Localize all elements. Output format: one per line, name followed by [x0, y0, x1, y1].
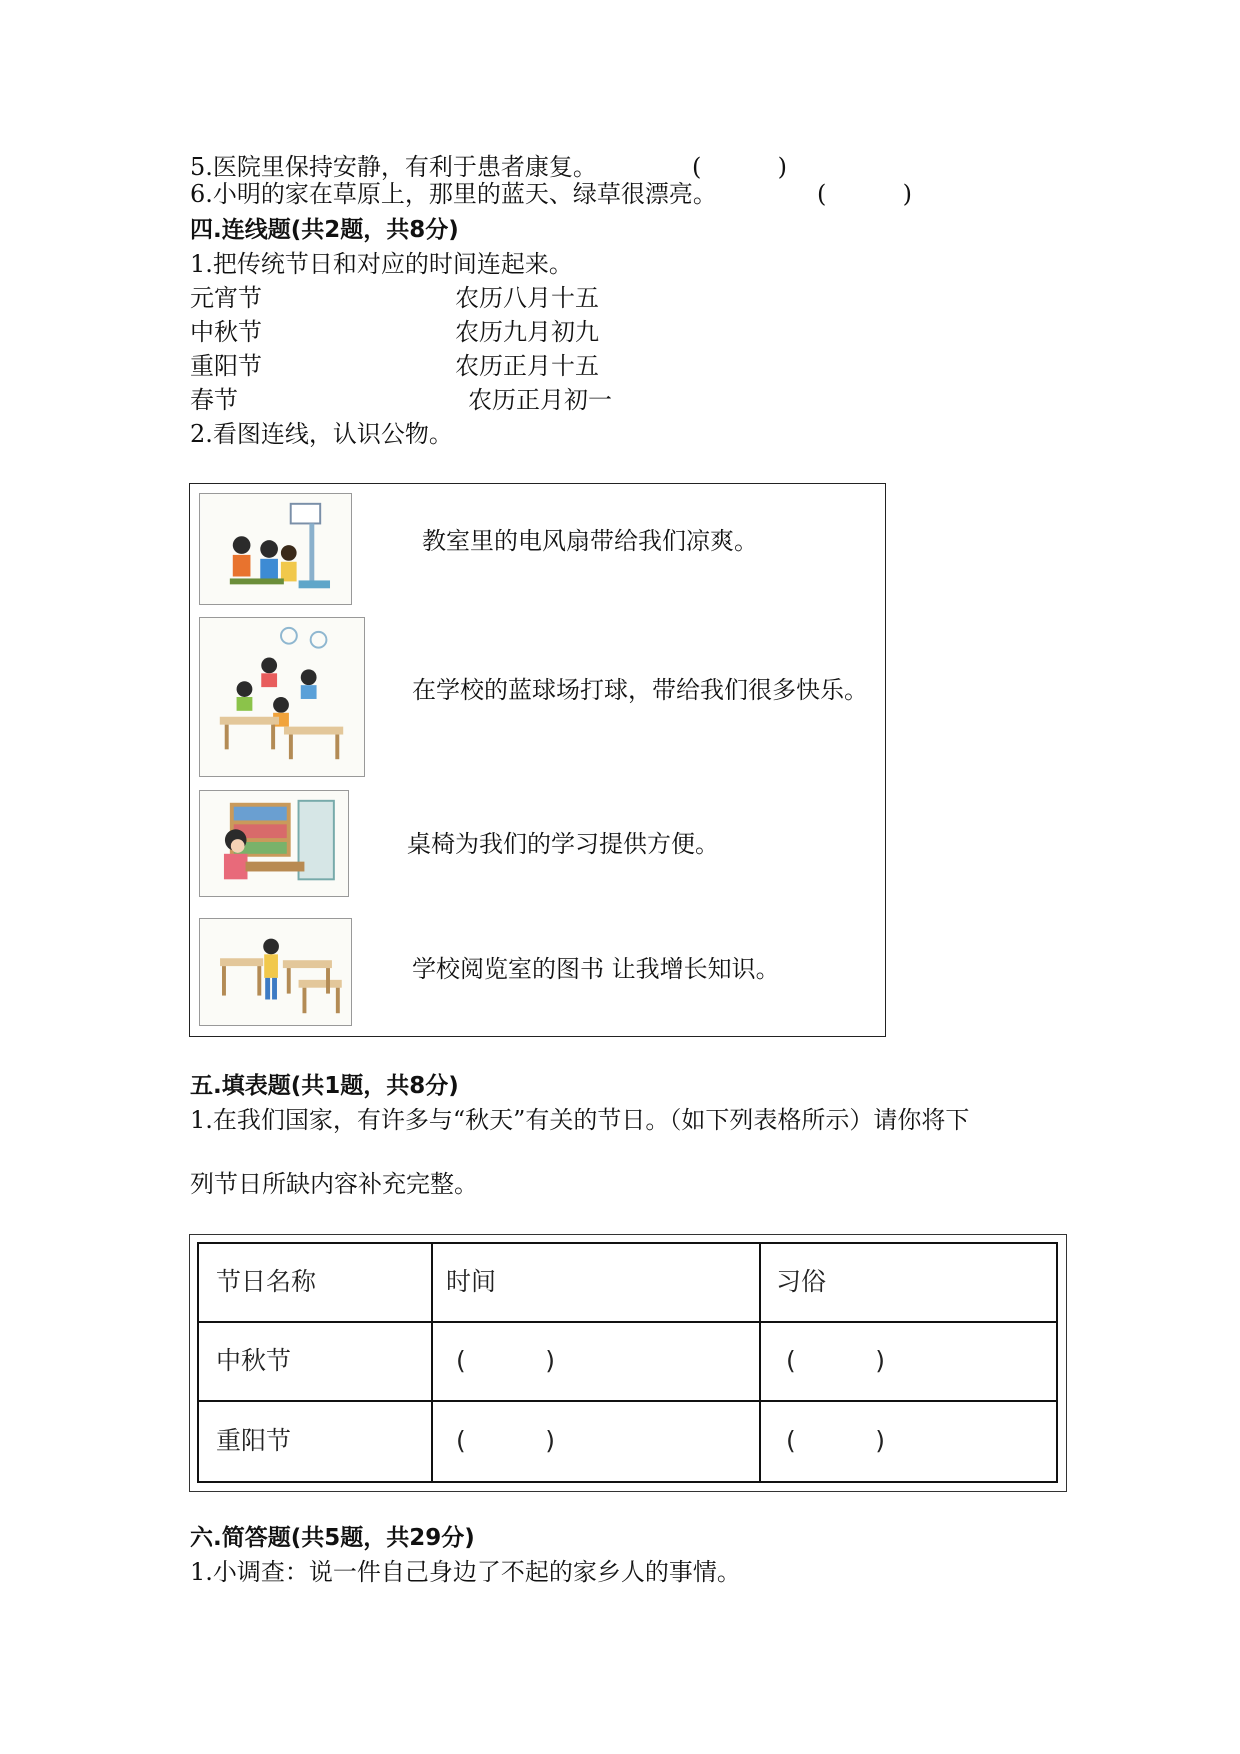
- section-5-question-1-line-2: 列节日所缺内容补充完整。: [190, 1170, 478, 1198]
- match-left-item[interactable]: 春节: [190, 386, 238, 414]
- match-left-item[interactable]: 重阳节: [190, 352, 262, 380]
- table-cell-blank[interactable]: ( ): [456, 1426, 555, 1455]
- answer-blank-6[interactable]: ( ): [817, 180, 913, 208]
- table-divider: [759, 1244, 761, 1481]
- section-4-heading: 四.连线题(共2题，共8分): [190, 217, 459, 243]
- table-header: 节日名称: [216, 1267, 317, 1296]
- match-left-item[interactable]: 中秋节: [190, 318, 262, 346]
- table-cell-blank[interactable]: ( ): [456, 1346, 555, 1375]
- match-right-item[interactable]: 农历九月初九: [455, 318, 599, 346]
- section-6-heading: 六.简答题(共5题，共29分): [190, 1525, 475, 1551]
- basketball-court-image[interactable]: [199, 493, 352, 605]
- picture-caption[interactable]: 在学校的蓝球场打球，带给我们很多快乐。: [412, 676, 868, 704]
- desks-chairs-image[interactable]: [199, 918, 352, 1026]
- table-divider: [199, 1400, 1056, 1402]
- section-4-question-2: 2.看图连线，认识公物。: [190, 420, 453, 448]
- match-left-item[interactable]: 元宵节: [190, 284, 262, 312]
- table-cell-festival: 中秋节: [216, 1346, 292, 1375]
- library-reading-image[interactable]: [199, 790, 349, 897]
- match-right-item[interactable]: 农历八月十五: [455, 284, 599, 312]
- table-header: 习俗: [776, 1267, 827, 1296]
- match-right-item[interactable]: 农历正月十五: [455, 352, 599, 380]
- section-5-heading: 五.填表题(共1题，共8分): [190, 1073, 459, 1099]
- table-cell-blank[interactable]: ( ): [786, 1426, 885, 1455]
- table-header: 时间: [446, 1267, 497, 1296]
- section-4-question-1: 1.把传统节日和对应的时间连起来。: [190, 250, 573, 278]
- picture-matching-box: [189, 483, 886, 1037]
- table-divider: [431, 1244, 433, 1481]
- picture-caption[interactable]: 教室里的电风扇带给我们凉爽。: [422, 527, 758, 555]
- section-6-question-1: 1.小调查：说一件自己身边了不起的家乡人的事情。: [190, 1558, 741, 1586]
- answer-blank-5[interactable]: ( ): [692, 153, 788, 181]
- fill-table: [197, 1242, 1058, 1483]
- table-cell-festival: 重阳节: [216, 1426, 292, 1455]
- match-right-item[interactable]: 农历正月初一: [468, 386, 612, 414]
- section-5-question-1-line-1: 1.在我们国家，有许多与“秋天”有关的节日。（如下列表格所示）请你将下: [190, 1106, 970, 1134]
- table-cell-blank[interactable]: ( ): [786, 1346, 885, 1375]
- table-divider: [199, 1321, 1056, 1323]
- question-5: 5.医院里保持安静，有利于患者康复。: [190, 153, 597, 181]
- picture-caption[interactable]: 桌椅为我们的学习提供方便。: [407, 830, 719, 858]
- classroom-fan-image[interactable]: [199, 617, 365, 777]
- picture-caption[interactable]: 学校阅览室的图书 让我增长知识。: [412, 955, 780, 983]
- question-6: 6.小明的家在草原上，那里的蓝天、绿草很漂亮。: [190, 180, 717, 208]
